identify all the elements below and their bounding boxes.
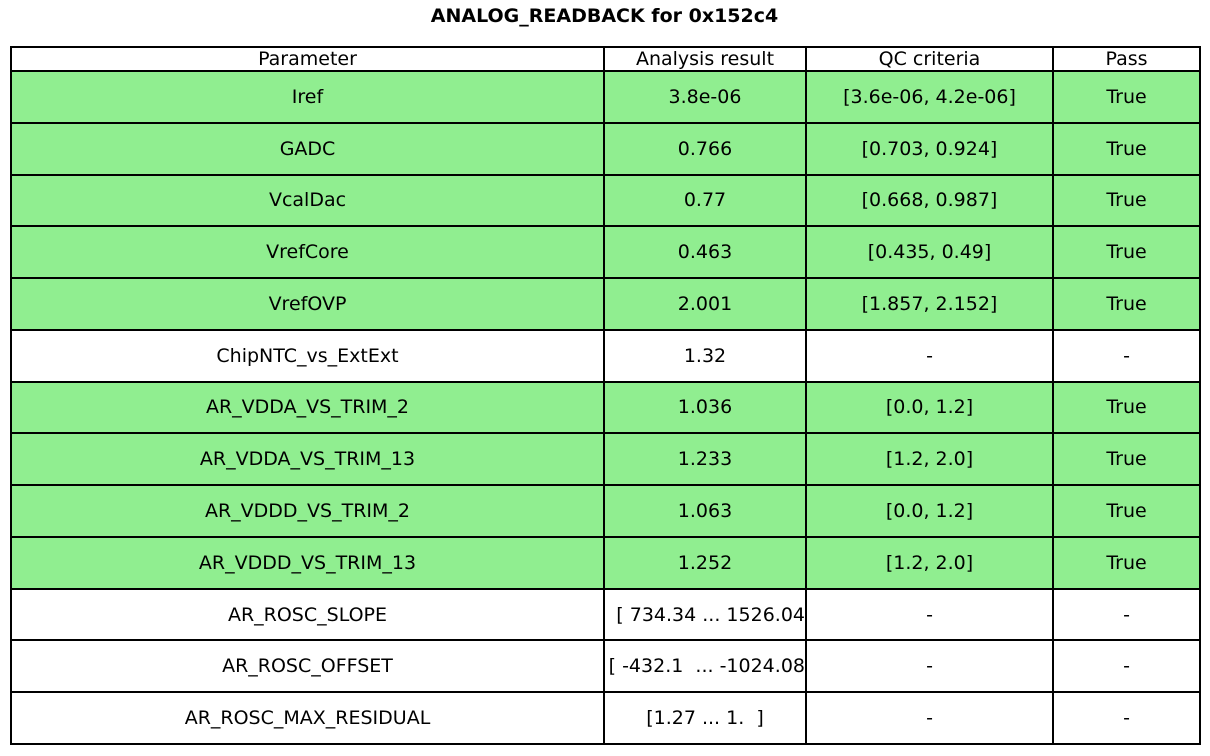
table-row [11,640,1200,692]
analysis-result-cell: 1.252 [604,537,806,589]
qc-criteria-cell: - [806,692,1053,744]
qc-criteria-cell: [0.0, 1.2] [806,382,1053,434]
analysis-result-cell: 1.233 [604,433,806,485]
table-row [11,123,1200,175]
pass-cell: True [1053,485,1200,537]
table-row [11,382,1200,434]
table-row [11,71,1200,123]
analysis-result-cell: 0.766 [604,123,806,175]
parameter-cell: AR_VDDD_VS_TRIM_13 [11,537,604,589]
header-qc-criteria: QC criteria [806,47,1053,71]
parameter-cell: AR_VDDA_VS_TRIM_2 [11,382,604,434]
header-analysis-result: Analysis result [604,47,806,71]
analysis-result-cell [604,640,806,692]
qc-criteria-cell: [0.435, 0.49] [806,226,1053,278]
header-parameter: Parameter [11,47,604,71]
parameter-cell: AR_ROSC_SLOPE [11,589,604,641]
overflowing-value: [ -432.1 ... -1024.08 [608,655,805,678]
table-row [11,537,1200,589]
qc-criteria-cell: [1.2, 2.0] [806,433,1053,485]
table-row [11,226,1200,278]
parameter-cell: GADC [11,123,604,175]
parameter-cell: Iref [11,71,604,123]
overflowing-value: [ 734.34 ... 1526.04 [616,603,805,626]
pass-cell: True [1053,123,1200,175]
pass-cell: True [1053,175,1200,227]
pass-cell: - [1053,640,1200,692]
pass-cell: - [1053,589,1200,641]
qc-table-rows [11,71,1200,744]
parameter-cell: AR_VDDD_VS_TRIM_2 [11,485,604,537]
qc-criteria-cell: [1.857, 2.152] [806,278,1053,330]
qc-criteria-cell: [3.6e-06, 4.2e-06] [806,71,1053,123]
table-row [11,175,1200,227]
pass-cell: True [1053,382,1200,434]
parameter-cell: AR_VDDA_VS_TRIM_13 [11,433,604,485]
analysis-result-cell: 2.001 [604,278,806,330]
analysis-result-cell: 0.77 [604,175,806,227]
page-title: ANALOG_READBACK for 0x152c4 [430,5,779,27]
analysis-result-cell: 0.463 [604,226,806,278]
table-row [11,330,1200,382]
pass-cell: - [1053,692,1200,744]
parameter-cell: VrefOVP [11,278,604,330]
table-row [11,278,1200,330]
qc-criteria-cell: [1.2, 2.0] [806,537,1053,589]
qc-criteria-cell: [0.703, 0.924] [806,123,1053,175]
analysis-result-cell: 3.8e-06 [604,71,806,123]
pass-cell: True [1053,226,1200,278]
analysis-result-cell: [1.27 ... 1. ] [604,692,806,744]
analysis-result-cell [604,589,806,641]
parameter-cell: AR_ROSC_OFFSET [11,640,604,692]
qc-results-table [10,46,1201,745]
table-row [11,589,1200,641]
analysis-result-cell: 1.036 [604,382,806,434]
pass-cell: True [1053,433,1200,485]
parameter-cell: ChipNTC_vs_ExtExt [11,330,604,382]
qc-criteria-cell: - [806,640,1053,692]
pass-cell: - [1053,330,1200,382]
pass-cell: True [1053,537,1200,589]
analysis-result-cell: 1.063 [604,485,806,537]
qc-criteria-cell: [0.668, 0.987] [806,175,1053,227]
pass-cell: True [1053,71,1200,123]
table-row [11,485,1200,537]
pass-cell: True [1053,278,1200,330]
table-header-row [11,47,1200,71]
parameter-cell: VrefCore [11,226,604,278]
qc-table [10,46,1199,745]
qc-criteria-cell: - [806,589,1053,641]
qc-criteria-cell: - [806,330,1053,382]
table-row [11,692,1200,744]
table-row [11,433,1200,485]
qc-criteria-cell: [0.0, 1.2] [806,485,1053,537]
parameter-cell: AR_ROSC_MAX_RESIDUAL [11,692,604,744]
parameter-cell: VcalDac [11,175,604,227]
analysis-result-cell: 1.32 [604,330,806,382]
header-pass: Pass [1053,47,1200,71]
